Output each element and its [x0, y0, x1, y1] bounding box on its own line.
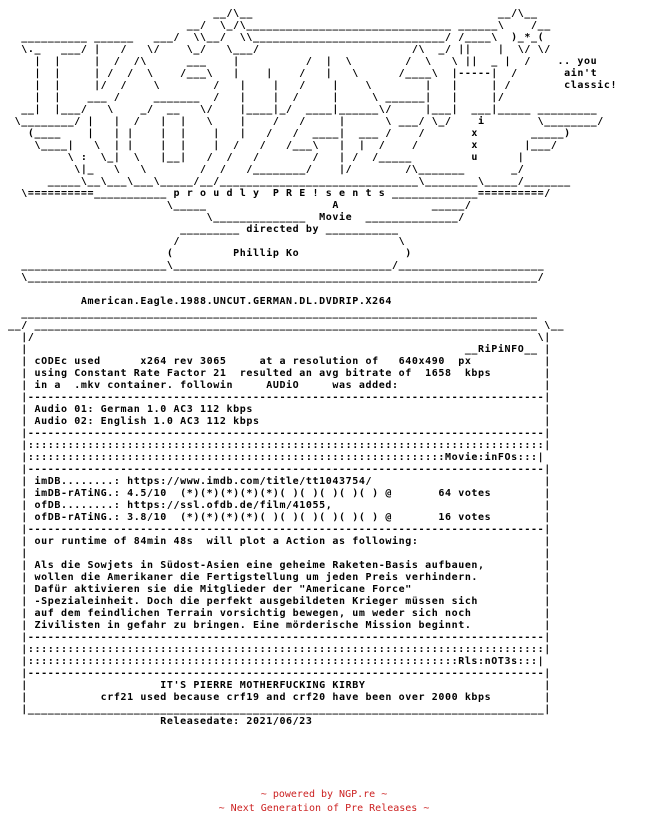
nfo-line: \____| \ | | | | | / / /___\ | | / / x |___/: [8, 140, 558, 151]
nfo-line: _________ directed by ___________: [8, 224, 399, 235]
nfo-line: American.Eagle.1988.UNCUT.GERMAN.DL.DVDRIP.X264: [8, 296, 392, 307]
nfo-line: \|_ \ \ / / /________/ |/ /\_______ _/: [8, 164, 525, 175]
nfo-line: | __RiPiNFO__ |: [8, 344, 551, 355]
nfo-line: |::::::::::::::::::::::::::::::::::::::::::::::::::::::::::::::::::::::::::::::|: [8, 440, 551, 451]
nfo-line: | ofDB-rATiNG.: 3.8/10 (*)(*)(*)(*)( )( )( )( )( )( ) @ 16 votes |: [8, 512, 551, 523]
nfo-line: | Audio 01: German 1.0 AC3 112 kbps |: [8, 404, 551, 415]
nfo-line: | Dafür aktivieren sie die Mitglieder der "Americane Force" |: [8, 584, 551, 595]
nfo-line: \_____________________________________________________________________________/: [8, 272, 545, 283]
footer-tagline: ~ Next Generation of Pre Releases ~: [218, 803, 430, 814]
footer-powered-by: ~ powered by NGP.re ~: [260, 789, 388, 800]
nfo-line: / \: [8, 236, 406, 247]
nfo-line: Releasedate: 2021/06/23: [8, 716, 313, 727]
nfo-line: |------------------------------------------------------------------------------|: [8, 428, 551, 439]
nfo-line: | in a .mkv container. followin AUDiO was added: |: [8, 380, 551, 391]
nfo-line: |::::::::::::::::::::::::::::::::::::::::::::::::::::::::::::::::::::::::::::::|: [8, 644, 551, 655]
nfo-line: |/ \|: [8, 332, 551, 343]
nfo-line: | imDB-rATiNG.: 4.5/10 (*)(*)(*)(*)(*)( )( )( )( )( ) @ 64 votes |: [8, 488, 551, 499]
nfo-line: | | | / / \ /___\ | | / | \ /____\ |-----| / ain't: [8, 68, 598, 79]
nfo-line: __/ \_/\_______________________________ ______\ /__: [8, 20, 551, 31]
nfo-line: \_____ A _____/: [8, 200, 472, 211]
nfo-line: | cODEc used x264 rev 3065 at a resolution of 640x490 px |: [8, 356, 551, 367]
nfo-line: | ofDB........: https://ssl.ofdb.de/film/41055, |: [8, 500, 551, 511]
nfo-line: | Audio 02: English 1.0 AC3 112 kbps |: [8, 416, 551, 427]
nfo-line: |------------------------------------------------------------------------------|: [8, 524, 551, 535]
nfo-line: (____ | | | | | | | / / ____| ___ / / x _____): [8, 128, 571, 139]
nfo-line: | Als die Sowjets in Südost-Asien eine geheime Raketen-Basis aufbauen, |: [8, 560, 551, 571]
nfo-line: | IT'S PIERRE MOTHERFUCKING KIRBY |: [8, 680, 551, 691]
nfo-line: | |: [8, 548, 551, 559]
nfo-line: |:::::::::::::::::::::::::::::::::::::::::::::::::::::::::::::::Movie:inFOs:::|: [8, 452, 545, 463]
nfo-line: ______________________\_________________________________/______________________: [8, 260, 545, 271]
nfo-line: __/\__ __/\__: [8, 8, 538, 19]
nfo-line: | imDB........: https://www.imdb.com/title/tt1043754/ |: [8, 476, 551, 487]
nfo-line: | crf21 used because crf19 and crf20 have been over 2000 kbps |: [8, 692, 551, 703]
nfo-line: | -Spezialeinheit. Doch die perfekt ausgebildeten Krieger müssen sich |: [8, 596, 551, 607]
nfo-text-block: [8, 8, 617, 728]
nfo-line: |------------------------------------------------------------------------------|: [8, 668, 551, 679]
nfo-line: | our runtime of 84min 48s will plot a Action as following: |: [8, 536, 551, 547]
nfo-line: \._ ___/ | / \/ \_/ \___/ /\ _/ || | \/ \/: [8, 44, 551, 55]
nfo-line: __________ ______ ___/ \\__/ \\_____________________________/ /____\ )_*_(: [8, 32, 545, 43]
nfo-line: ______________________________________________________________________________: [8, 308, 538, 319]
nfo-line: | | |/ / \ / | | / | \ | | | / classic!: [8, 80, 618, 91]
nfo-line: |______________________________________________________________________________|: [8, 704, 551, 715]
nfo-line: | | ___ / _______ / | | / | \ ______| | |/: [8, 92, 505, 103]
nfo-line: _____\__\___\___\_____/__/______________________________\________\_____/_______: [8, 176, 571, 187]
nfo-line: | auf dem feindlichen Terrain vorsichtig bewegen, um weder sich noch |: [8, 608, 551, 619]
nfo-line: |------------------------------------------------------------------------------|: [8, 464, 551, 475]
nfo-line: __/ ____________________________________________________________________________ \__: [8, 320, 565, 331]
nfo-line: | using Constant Rate Factor 21 resulted an avg bitrate of 1658 kbps |: [8, 368, 551, 379]
nfo-line: | | | / /\ ___ | / | \ / \ \ || _ | / .. you: [8, 56, 598, 67]
nfo-line: ( Phillip Ko ): [8, 248, 412, 259]
nfo-line: __| |___/ \ _/ __ \/ |____|_/ ____|______\/ |___| ___|_____ _________: [8, 104, 598, 115]
nfo-line: [8, 284, 617, 296]
nfo-line: \________/ | | / | | \ | / / | \ ___/ \_/ i \________/: [8, 116, 604, 127]
nfo-line: \==========___________ p r o u d l y P R E ! s e n t s _____________==========/: [8, 188, 551, 199]
nfo-line: | Zivilisten in gefahr zu bringen. Eine mörderische Mission beginnt. |: [8, 620, 551, 631]
nfo-line: \______________ Movie ______________/: [8, 212, 465, 223]
nfo-line: |------------------------------------------------------------------------------|: [8, 392, 551, 403]
nfo-line: \ : \_| \ |__| / / / / | / /_____ u |: [8, 152, 525, 163]
nfo-line: | wollen die Amerikaner die Fertigstellung um jeden Preis verhindern. |: [8, 572, 551, 583]
nfo-line: |------------------------------------------------------------------------------|: [8, 632, 551, 643]
nfo-line: |:::::::::::::::::::::::::::::::::::::::::::::::::::::::::::::::::Rls:nOT3s:::|: [8, 656, 545, 667]
